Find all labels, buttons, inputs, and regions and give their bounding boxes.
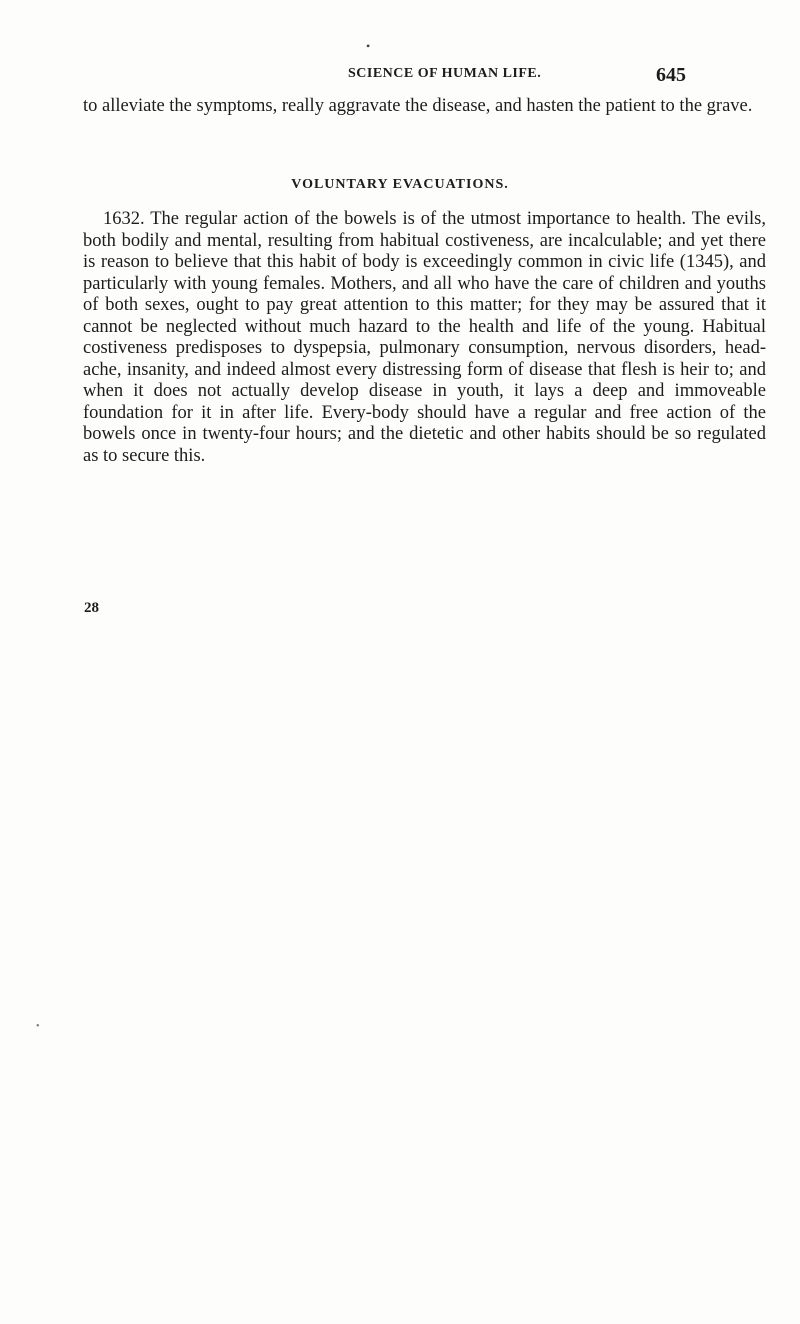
section-heading: VOLUNTARY EVACUATIONS. bbox=[291, 177, 509, 192]
running-head-title: SCIENCE OF HUMAN LIFE. bbox=[348, 66, 542, 81]
margin-mark: • bbox=[36, 1021, 40, 1032]
running-head bbox=[0, 64, 800, 88]
paragraph-1632: 1632. The regular action of the bowels is of the utmost importance to health. The evils, both bodily and mental, resulting from habitual costiveness, are incalculable; and yet there is reason to believe that this habit of body is exceedingly common in civic life (1345), and particularly with young females. Mothers, and all who have the care of children and youths of both sexes, ought to pay great attention to this matter; for they may be assured that it cannot be neglected without much hazard to the health and life of the young. Habitual costiveness predisposes to dyspepsia, pulmonary consumption, nervous disorders, head-ache, insanity, and indeed almost every distressing form of disease that flesh is heir to; and when it does not actually develop disease in youth, it lays a deep and immoveable foundation for it in after life. Every-body should have a regular and free action of the bowels once in twenty-four hours; and the dietetic and other habits should be so regulated as to secure this. bbox=[83, 209, 766, 466]
signature-mark: 28 bbox=[84, 600, 99, 616]
carryover-paragraph: to alleviate the symptoms, really aggravate the disease, and hasten the patient to the grave. bbox=[83, 96, 753, 116]
page-number: 645 bbox=[656, 64, 686, 86]
top-mark: • bbox=[366, 39, 371, 53]
